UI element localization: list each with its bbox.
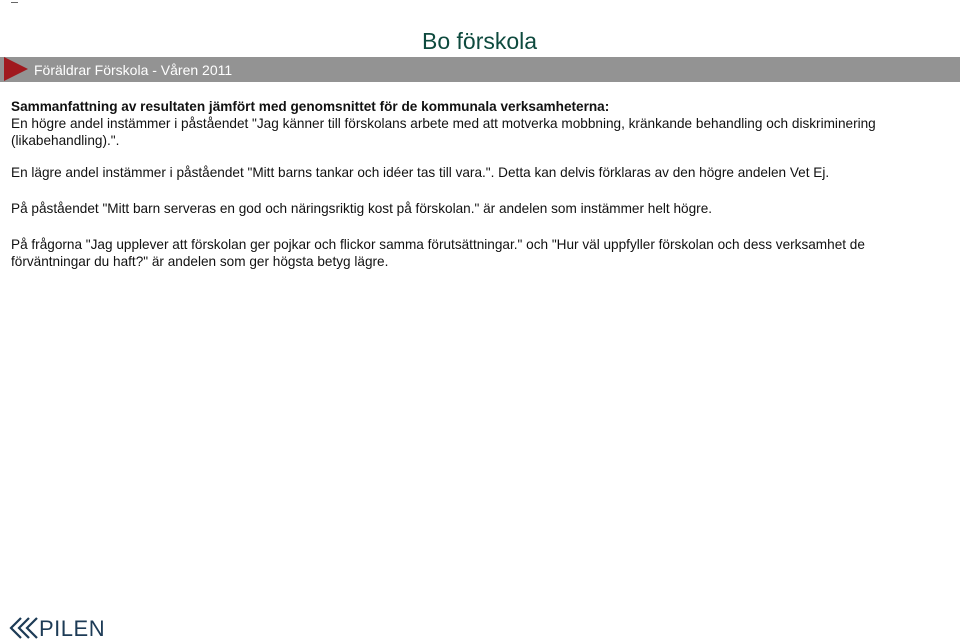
top-marker xyxy=(11,2,18,3)
header-band xyxy=(0,57,960,82)
pilen-logo xyxy=(8,614,118,642)
survey-title: Föräldrar Förskola - Våren 2011 xyxy=(34,62,233,78)
summary-paragraph: En lägre andel instämmer i påståendet "Mitt barns tankar och idéer tas till vara.". Detta kan delvis förklaras av den högre andelen Vet Ej. xyxy=(11,165,830,180)
summary-paragraph: På påståendet "Mitt barn serveras en god och näringsriktig kost på förskolan." är andelen som instämmer helt högre. xyxy=(11,201,713,216)
arrow-right-icon xyxy=(4,57,28,81)
summary-section xyxy=(11,98,946,270)
summary-paragraph: På frågorna "Jag upplever att förskolan ger pojkar och flickor samma förutsättningar." och "Hur väl uppfyller förskolan och dess verksamhet de förväntningar du haft?" är andelen som ger högsta betyg lägre. xyxy=(11,237,865,269)
summary-paragraph: En högre andel instämmer i påståendet "Jag känner till förskolans arbete med att motverka mobbning, kränkande behandling och diskriminering (likabehandling).". xyxy=(11,116,876,148)
pilen-arrow-icon xyxy=(8,614,38,642)
page-title: Bo förskola xyxy=(422,28,538,54)
logo-text: PILEN xyxy=(39,616,106,641)
summary-heading: Sammanfattning av resultaten jämfört med genomsnittet för de kommunala verksamheterna: xyxy=(11,99,610,114)
